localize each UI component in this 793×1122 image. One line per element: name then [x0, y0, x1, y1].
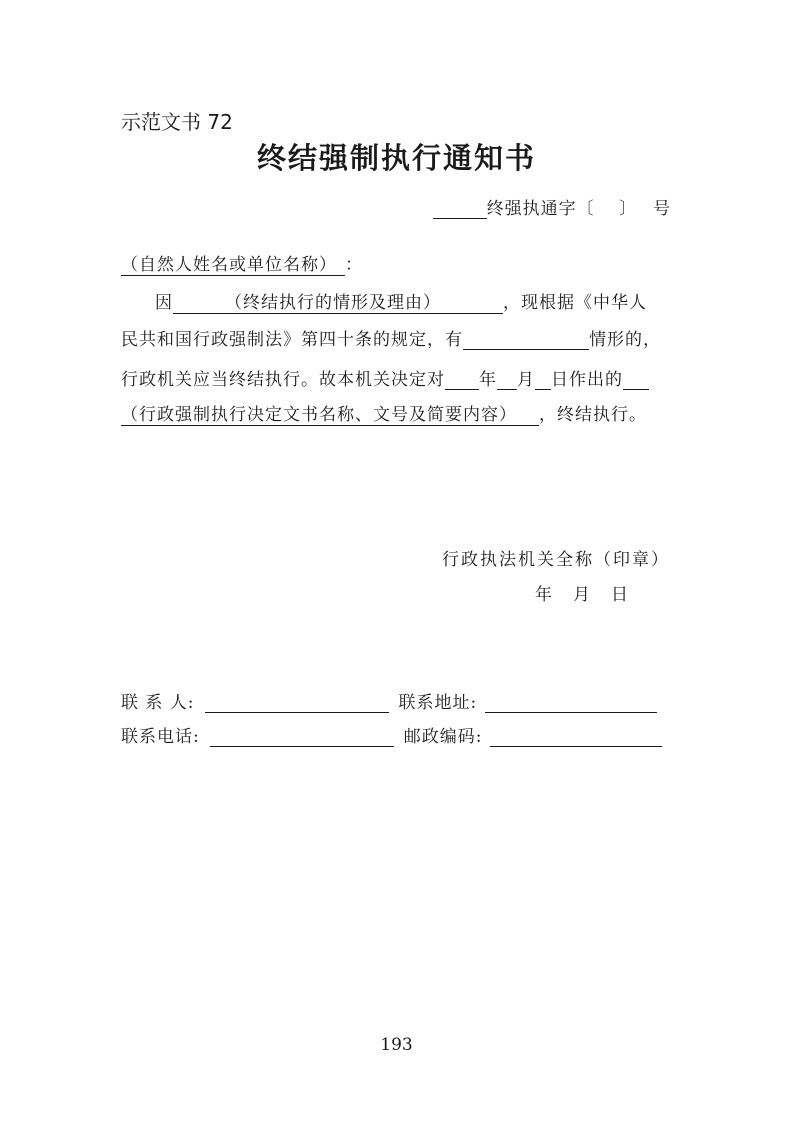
- number-prefix-blank: [433, 197, 487, 219]
- month-label: 月: [517, 370, 535, 390]
- year-blank: [445, 368, 479, 390]
- legal-basis-text: 民共和国行政强制法》第四十条的规定，有: [121, 330, 463, 350]
- month-blank: [497, 368, 517, 390]
- document-title: 终结强制执行通知书: [256, 141, 536, 175]
- contact-address-field: [485, 694, 657, 713]
- contact-phone-label: 联系电话:: [121, 727, 200, 747]
- body-line-2: [121, 325, 661, 350]
- legal-basis-start: ，现根据《中华人: [503, 293, 647, 313]
- termination-text: 行政机关应当终结执行。故本机关决定对: [121, 370, 445, 390]
- day-blank: [535, 368, 551, 390]
- year-label: 年: [479, 370, 497, 390]
- addressee-placeholder: （自然人姓名或单位名称）: [121, 255, 337, 275]
- circumstance-placeholder: （终结执行的情形及理由）: [225, 293, 441, 313]
- ending-text: ，终结执行。: [539, 405, 647, 425]
- contact-row-2: [121, 722, 662, 747]
- decision-placeholder: （行政强制执行决定文书名称、文号及简要内容）: [121, 405, 517, 425]
- body-line-3: [121, 365, 649, 390]
- page-number: 193: [380, 1035, 413, 1055]
- contact-person-label: 联 系 人:: [121, 693, 195, 713]
- circumstance-suffix: 情形的，: [589, 330, 661, 350]
- contact-person-field: [205, 694, 389, 713]
- decision-lead-blank: [623, 368, 649, 390]
- addressee-line: [121, 250, 363, 276]
- body-line-1: [155, 288, 647, 314]
- body-line-4: [121, 400, 647, 426]
- postcode-label: 邮政编码:: [403, 727, 483, 747]
- postcode-field: [490, 728, 662, 747]
- reason-tail-blank: [441, 292, 503, 314]
- contact-address-label: 联系地址:: [398, 693, 478, 713]
- issuing-authority: 行政执法机关全称（印章）: [442, 550, 670, 570]
- day-label: 日作出的: [551, 370, 623, 390]
- reason-prefix: 因: [155, 293, 173, 313]
- document-number: [433, 194, 671, 219]
- contact-row-1: [121, 688, 657, 713]
- reason-lead-blank: [173, 292, 225, 314]
- addressee-colon: ：: [345, 255, 363, 275]
- sample-label: 示范文书 72: [121, 110, 233, 134]
- contact-phone-field: [210, 728, 394, 747]
- addressee-tail-blank: [337, 254, 345, 276]
- circumstance-blank: [463, 328, 589, 350]
- document-number-text: 终强执通字〔 〕 号: [486, 199, 671, 219]
- signature-date: 年 月 日: [535, 585, 630, 605]
- decision-tail-blank: [517, 404, 539, 426]
